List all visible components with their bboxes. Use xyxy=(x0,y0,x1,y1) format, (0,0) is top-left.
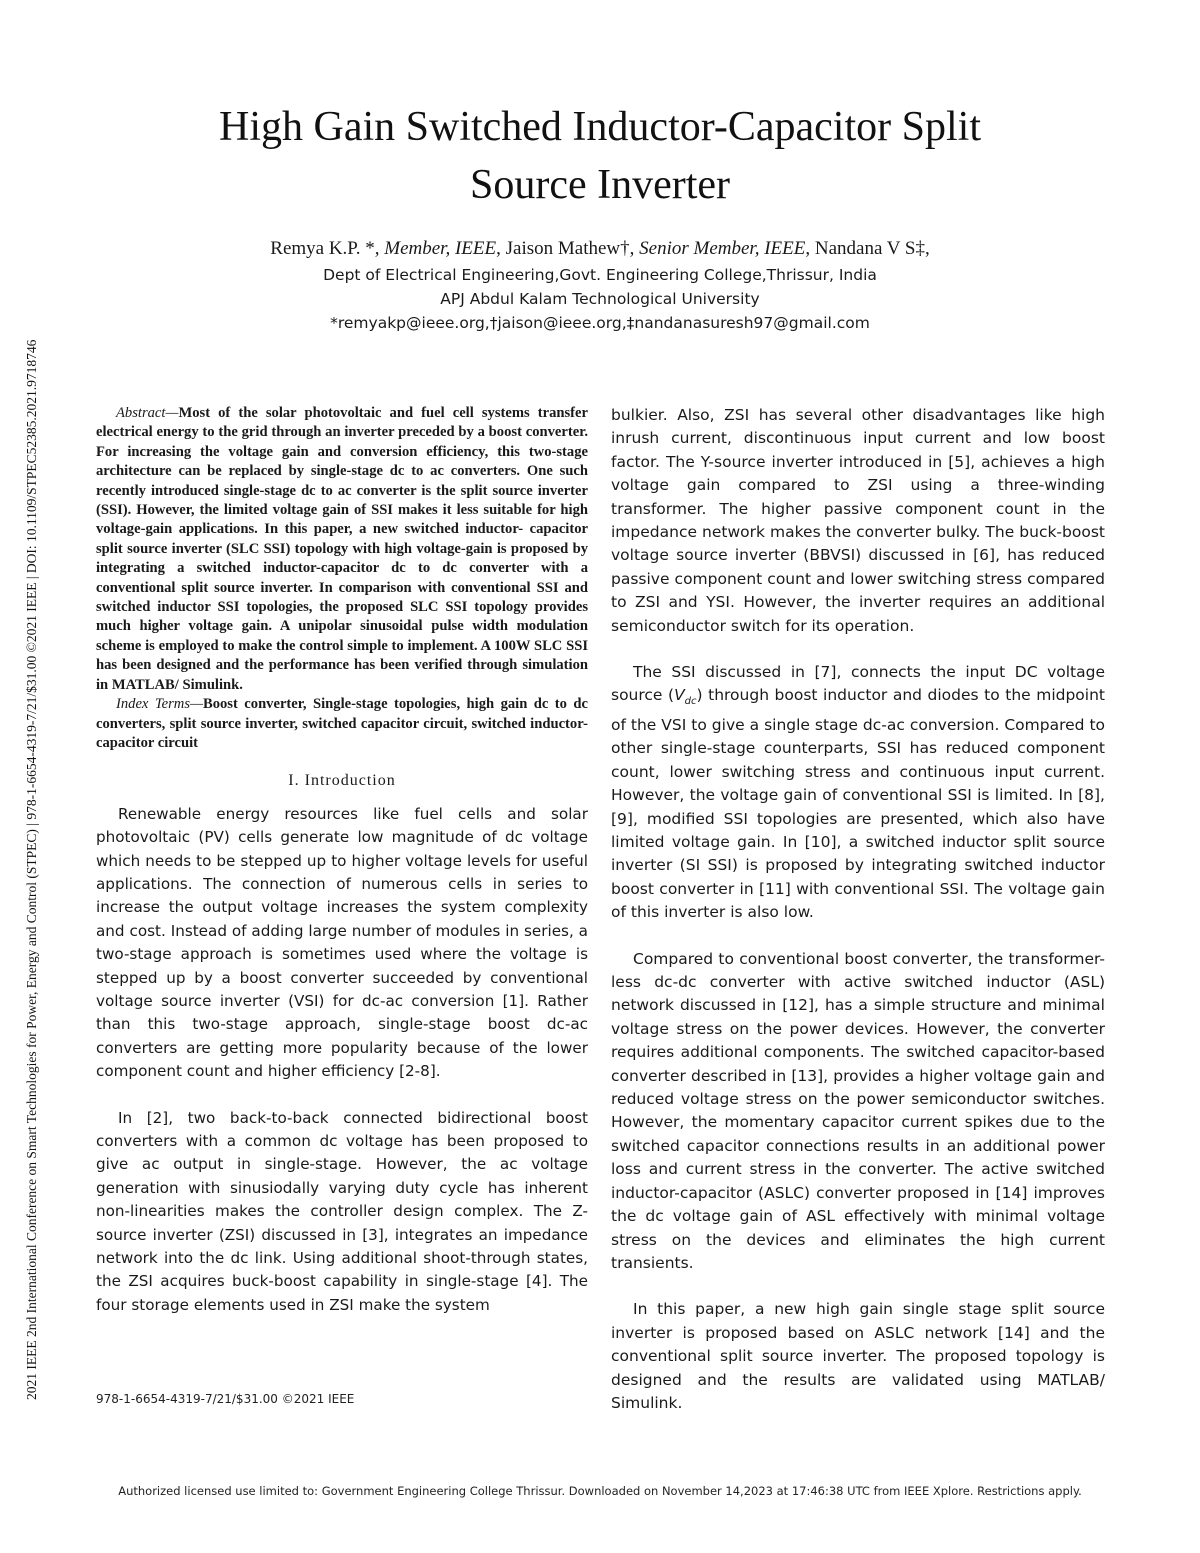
title-line-2: Source Inverter xyxy=(469,162,731,208)
right-paragraph-2-part-a: The SSI discussed in [7], connects the input DC voltage source ( xyxy=(611,663,1105,705)
author-2-role: Senior Member, IEEE xyxy=(639,238,806,259)
abstract-lead: Abstract— xyxy=(116,405,179,421)
right-paragraph-2-part-b: ) through boost inductor and diodes to the midpoint of the VSI to give a single stage dc-ac conversion. Compared to other single-stage counterparts, SSI has reduced component count, lower switching stress and continuous input current. However, the voltage gain of conventional SSI is limited. In [8],[9], modified SSI topologies are presented, which also have limited voltage gain. In [10], a switched inductor split source inverter (SI SSI) is proposed by integrating switched inductor boost converter in [11] with conventional SSI. The voltage gain of this inverter is also low. xyxy=(611,686,1105,922)
section-heading-introduction: I. Introduction xyxy=(288,772,396,790)
author-2-name: Jaison Mathew† xyxy=(505,238,630,259)
abstract-text: Most of the solar photovoltaic and fuel cell systems transfer electrical energy to the grid through an inverter preceded by a boost converter. For increasing the voltage gain and conversion efficiency, this two-stage architecture can be replaced by single-stage dc to ac converters. One such recently introduced single-stage dc to ac converter is the split source inverter (SSI). However, the limited voltage gain of SSI makes it less suitable for high voltage-gain applications. In this paper, a new switched inductor- capacitor split source inverter (SLC SSI) topology with high voltage-gain is proposed by integrating a switched inductor-capacitor dc to dc converter with a conventional split source inverter. In comparison with conventional SSI and switched inductor SSI topologies, the proposed SLC SSI topology provides much higher voltage gain. A unipolar sinusoidal pulse width modulation scheme is employed to make the control simple to implement. A 100W SLC SSI has been designed and the performance has been verified through simulation in MATLAB/ Simulink. xyxy=(96,405,588,693)
right-paragraph-3: Compared to conventional boost converter, the transformer-less dc-dc converter with active switched inductor (ASL) network discussed in [12], has a simple structure and minimal voltage stress on the power devices. However, the converter requires additional components. The switched capacitor-based converter described in [13], provides a higher voltage gain and reduced voltage stress on the power semiconductor switches. However, the momentary capacitor current spikes due to the switched capacitor connections results in an additional power loss and current stress in the converter. The active switched inductor-capacitor (ASLC) converter proposed in [14] improves the dc voltage gain of ASL effectively with minimal voltage stress on the devices and eliminates the high current transients. xyxy=(611,949,1105,1272)
right-paragraph-1: bulkier. Also, ZSI has several other disadvantages like high inrush current, discontinuous input current and low boost factor. The Y-source inverter introduced in [5], achieves a high voltage gain compared to ZSI using a three-winding transformer. The higher passive component count in the impedance network makes the converter bulky. The buck-boost voltage source inverter (BBVSI) discussed in [6], has reduced passive component count and lower switching stress compared to ZSI and YSI. However, the inverter requires an additional semiconductor switch for its operation. xyxy=(611,406,1105,635)
abstract xyxy=(96,404,588,695)
vdc-var: V xyxy=(674,686,685,705)
vdc-subscript: dc xyxy=(684,696,697,708)
author-3-name: Nandana V S‡ xyxy=(814,238,925,259)
intro-paragraph-2: In [2], two back-to-back connected bidirectional boost converters with a common dc voltage has been proposed to give ac output in single-stage. However, the ac voltage generation with sinusiodally varying duty cycle has inherent non-linearities makes the controller design complex. The Z-source inverter (ZSI) discussed in [3], integrates an impedance network into the dc link. Using additional shoot-through states, the ZSI acquires buck-boost capability in single-stage [4]. The four storage elements used in ZSI make the system xyxy=(96,1108,588,1314)
author-emails: *remyakp@ieee.org,†jaison@ieee.org,‡nandanasuresh97@gmail.com xyxy=(330,314,870,332)
author-1-name: Remya K.P. * xyxy=(270,238,375,259)
author-1-role: Member, IEEE xyxy=(384,238,497,259)
right-paragraph-2 xyxy=(611,661,1105,925)
affiliation-university: APJ Abdul Kalam Technological University xyxy=(440,290,760,308)
left-column xyxy=(96,404,588,1317)
author-line: Remya K.P. *, Member, IEEE, Jaison Mathew†, Senior Member, IEEE, Nandana V S‡, xyxy=(270,238,930,259)
download-footer: Authorized licensed use limited to: Government Engineering College Thrissur. Downloaded on November 14,2023 at 17:46:38 UTC from IEEE Xplore. Restrictions apply. xyxy=(118,1484,1082,1498)
right-column xyxy=(611,404,1105,1415)
index-terms-lead: Index Terms— xyxy=(116,696,203,713)
affiliation-dept: Dept of Electrical Engineering,Govt. Engineering College,Thrissur, India xyxy=(323,266,877,284)
side-citation-strip: 2021 IEEE 2nd International Conference on Smart Technologies for Power, Energy and Control (STPEC) | 978-1-6654-4319-7/21/$31.00 ©2021 IEEE | DOI: 10.1109/STPEC52385.2021.9718746 xyxy=(24,339,39,1400)
index-terms-text: Boost converter, Single-stage topologies, high gain dc to dc converters, split source inverter, switched capacitor circuit, switched inductor-capacitor circuit xyxy=(96,696,588,751)
intro-paragraph-1: Renewable energy resources like fuel cells and solar photovoltaic (PV) cells generate low magnitude of dc voltage which needs to be stepped up to higher voltage levels for useful applications. The connection of numerous cells in series to increase the output voltage increases the system complexity and cost. Instead of adding large number of modules in series, a two-stage approach is sometimes used where the voltage is stepped up by a boost converter succeeded by conventional voltage source inverter (VSI) for dc-ac conversion [1]. Rather than this two-stage approach, single-stage boost dc-ac converters are getting more popularity because of the lower component count and higher efficiency [2-8]. xyxy=(96,804,588,1081)
paper-title xyxy=(100,98,1100,214)
right-paragraph-4: In this paper, a new high gain single stage split source inverter is proposed based on ASLC network [14] and the conventional split source inverter. The proposed topology is designed and the results are validated using MATLAB/ Simulink. xyxy=(611,1300,1105,1412)
column-footnote: 978-1-6654-4319-7/21/$31.00 ©2021 IEEE xyxy=(96,1392,355,1406)
vdc-symbol xyxy=(674,686,697,708)
index-terms xyxy=(96,695,588,753)
title-line-1: High Gain Switched Inductor-Capacitor Split xyxy=(218,104,981,150)
